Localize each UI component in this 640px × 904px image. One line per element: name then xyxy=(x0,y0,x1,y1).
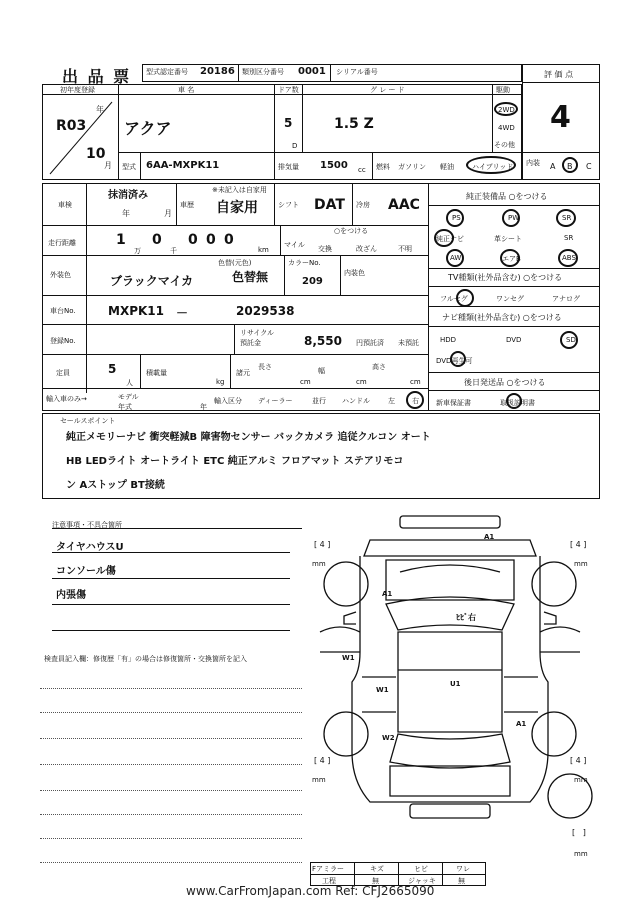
year-unit: 年 xyxy=(96,105,104,114)
color-change-value: 色替無 xyxy=(232,270,269,284)
use-note: ※未記入は自家用 xyxy=(212,186,267,194)
equip-pw: PW xyxy=(508,214,520,222)
fuel-gasoline: ガソリン xyxy=(398,163,426,171)
tv-fullseg: フルセグ xyxy=(440,295,468,303)
inspector-label: 検査員記入欄：修復歴「有」の場合は修復箇所・交換箇所を記入 xyxy=(44,655,247,663)
handle-right-circle xyxy=(406,391,424,409)
model-cert-value: 20186 xyxy=(200,66,235,77)
equip-ps: PS xyxy=(452,214,461,222)
dims-label: 諸元 xyxy=(236,369,250,377)
color-change-label: 色替(元色) xyxy=(218,259,252,267)
drive-4wd: 4WD xyxy=(498,124,515,132)
cc-unit: cc xyxy=(358,166,366,174)
mileage-label: 走行距離 xyxy=(48,239,76,247)
use-label: 車歴 xyxy=(180,201,194,209)
sales-points-line: 純正メモリーナビ 衝突軽減B 障害物センサー バックカメラ 追従クルコン オート xyxy=(66,432,431,443)
load-label: 積載量 xyxy=(146,369,167,377)
drive-2wd-circle xyxy=(494,102,518,116)
score-value: 4 xyxy=(550,100,571,135)
tire-rl-mm: mm xyxy=(312,776,326,784)
tv-analog: アナログ xyxy=(552,295,580,303)
legend-cell: 無 xyxy=(372,877,379,885)
exterior-value: ブラックマイカ xyxy=(110,274,194,288)
drive-label: 駆動 xyxy=(496,86,510,94)
note-item: コンソール傷 xyxy=(56,566,116,577)
notes-label: 注意事項・不具合箇所 xyxy=(52,521,122,529)
chassis-dash: － xyxy=(176,306,189,320)
car-name-label: 車 名 xyxy=(178,86,195,94)
use-value: 自家用 xyxy=(216,200,258,216)
tv-oneseg: ワンセグ xyxy=(496,295,524,303)
first-reg-label: 初年度登録 xyxy=(60,86,95,94)
model-label: 型式 xyxy=(122,163,136,171)
color-no-label: カラーNo. xyxy=(288,259,321,267)
damage-mark: W1 xyxy=(376,686,389,694)
equip-aw-circle xyxy=(446,249,464,267)
navi-dvd-play-circle xyxy=(450,351,466,367)
after-ship-label: 後日発送品 ○をつける xyxy=(464,378,546,387)
interior-color-label: 内装色 xyxy=(344,269,365,277)
door-unit: D xyxy=(292,142,298,150)
after-manual-circle xyxy=(506,393,522,409)
first-reg-year: R03 xyxy=(56,118,87,134)
capacity-label: 定員 xyxy=(56,369,70,377)
displacement-value: 1500 xyxy=(320,160,348,171)
mileage-km: km xyxy=(258,246,269,254)
import-type-label: 輸入区分 xyxy=(214,397,242,405)
tire-depth-fl: [ 4 ] xyxy=(314,540,331,549)
fuel-diesel: 軽油 xyxy=(440,163,454,171)
legend-cell: ジャッキ xyxy=(408,877,436,885)
car-name-value: アクア xyxy=(124,119,172,138)
drive-other: その他 xyxy=(494,141,515,149)
import-only-label: 輸入車のみ→ xyxy=(46,395,87,403)
legend-header: Fアミラー xyxy=(312,865,345,873)
equip-aw: AW xyxy=(450,254,462,262)
inspection-value: 抹消済み xyxy=(108,190,148,201)
handle-label: ハンドル xyxy=(342,397,370,405)
mileage-circle-note: ○をつける xyxy=(334,227,369,235)
exterior-label: 外装色 xyxy=(50,271,71,279)
interior-c: C xyxy=(586,162,592,171)
navi-sd: SD xyxy=(566,336,576,344)
footer-watermark: www.CarFromJapan.com Ref: CFJ2665090 xyxy=(186,884,435,898)
import-parallel: 並行 xyxy=(312,397,326,405)
tire-rr-mm: mm xyxy=(574,776,588,784)
mileage-digit: 0 xyxy=(152,232,162,248)
legend-cell: 無 xyxy=(458,877,465,885)
damage-mark: U1 xyxy=(450,680,461,688)
interior-a: A xyxy=(550,162,556,171)
equip-ps-circle xyxy=(446,209,464,227)
sales-points-line: HB LEDライト オートライト ETC 純正アルミ フロアマット ステアリモコ xyxy=(66,456,404,467)
width-label: 幅 xyxy=(318,367,325,375)
car-diagram xyxy=(300,512,600,832)
equip-sr-2: SR xyxy=(564,234,574,242)
handle-right: 右 xyxy=(412,397,419,405)
fuel-hybrid-circle xyxy=(466,156,516,174)
fuel-label: 燃料 xyxy=(376,163,390,171)
equip-genuine-navi-circle xyxy=(434,229,454,247)
equip-leather-seat: 革シート xyxy=(494,235,522,243)
displacement-label: 排気量 xyxy=(278,163,299,171)
legend-header: ヒビ xyxy=(414,865,428,873)
capacity-value: 5 xyxy=(108,362,117,376)
mileage-digit: 0 xyxy=(224,232,234,248)
width-cm: cm xyxy=(356,378,367,386)
mileage-digit: 1 xyxy=(116,232,126,248)
equip-airbag-circle xyxy=(500,249,520,267)
damage-mark: W2 xyxy=(382,734,395,742)
tire-depth-rl: [ 4 ] xyxy=(314,756,331,765)
interior-b-circle xyxy=(562,157,578,173)
shift-label: シフト xyxy=(278,201,299,209)
chassis-label: 車台No. xyxy=(50,307,76,315)
doors-label: ドア数 xyxy=(278,86,299,94)
recycle-label: リサイクル預託金 xyxy=(240,329,275,347)
unknown-label: 不明 xyxy=(398,245,412,253)
drive-2wd: 2WD xyxy=(498,106,515,114)
damage-mark: A1 xyxy=(516,720,527,728)
mileage-sen: 千 xyxy=(170,247,177,255)
legend-header: キズ xyxy=(370,865,384,873)
length-label: 長さ xyxy=(258,363,272,371)
shift-value: DAT xyxy=(314,197,345,213)
tire-fr-mm: mm xyxy=(574,560,588,568)
interior-b: B xyxy=(567,162,573,171)
grade-value: 1.5 Z xyxy=(334,116,374,132)
model-year-unit: 年 xyxy=(200,403,207,411)
recycle-unit: 円預託済 xyxy=(356,339,384,347)
tv-fullseg-circle xyxy=(456,289,474,307)
mileage-man: 万 xyxy=(134,247,141,255)
tire-depth-spare: [ ] xyxy=(572,828,586,837)
capacity-unit: 人 xyxy=(126,379,133,387)
equip-genuine-navi: 純正ナビ xyxy=(436,235,464,243)
sales-points-label: セールスポイント xyxy=(60,417,116,425)
tire-depth-rr: [ 4 ] xyxy=(570,756,587,765)
height-label: 高さ xyxy=(372,363,386,371)
form-title: 出 品 票 xyxy=(62,67,132,86)
navi-dvd: DVD xyxy=(506,336,522,344)
genuine-equipment-label: 純正装備品 ○をつける xyxy=(466,192,548,201)
doors-value: 5 xyxy=(284,116,293,130)
navi-type-label: ナビ種類(社外品含む) ○をつける xyxy=(442,313,562,322)
serial-label: シリアル番号 xyxy=(336,68,378,76)
color-no-value: 209 xyxy=(302,276,323,287)
load-kg: kg xyxy=(216,378,225,386)
header-id-box xyxy=(142,64,522,82)
model-year-label: モデル年式 xyxy=(118,393,139,411)
after-manual: 取扱説明書 xyxy=(500,399,535,407)
damage-mark: ﾋﾋﾞ右 xyxy=(456,613,476,622)
equip-abs-circle xyxy=(558,249,578,267)
tire-fl-mm: mm xyxy=(312,560,326,568)
damage-mark: W1 xyxy=(342,654,355,662)
chassis-number: 2029538 xyxy=(236,304,295,318)
fuel-hybrid: ハイブリッド xyxy=(472,163,514,171)
note-item: タイヤハウスU xyxy=(56,542,124,553)
after-warranty: 新車保証書 xyxy=(436,399,471,407)
length-cm: cm xyxy=(300,378,311,386)
inspection-year-unit: 年 xyxy=(122,209,130,218)
tire-depth-fr: [ 4 ] xyxy=(570,540,587,549)
recycle-unpaid: 未預託 xyxy=(398,339,419,347)
ac-label: 冷房 xyxy=(356,201,370,209)
equip-abs: ABS xyxy=(562,254,576,262)
damage-mark: A1 xyxy=(484,533,495,541)
ac-value: AAC xyxy=(388,197,420,213)
first-reg-month: 10 xyxy=(86,146,106,162)
score-label: 評 価 点 xyxy=(544,70,574,79)
damage-mark: A1 xyxy=(382,590,393,598)
swap-label: 交換 xyxy=(318,245,332,253)
navi-sd-circle xyxy=(560,331,578,349)
navi-dvd-play: DVD再生可 xyxy=(436,357,473,365)
tamper-label: 改ざん xyxy=(356,245,377,253)
height-cm: cm xyxy=(410,378,421,386)
navi-hdd: HDD xyxy=(440,336,457,344)
recycle-value: 8,550 xyxy=(304,334,342,348)
inspection-label: 車検 xyxy=(58,201,72,209)
model-cert-label: 型式認定番号 xyxy=(146,68,188,76)
category-value: 0001 xyxy=(298,66,326,77)
legend-header: ワレ xyxy=(456,865,470,873)
category-label: 類別区分番号 xyxy=(242,68,284,76)
import-dealer: ディーラー xyxy=(258,397,293,405)
legend-cell: 工程 xyxy=(322,877,336,885)
chassis-model: MXPK11 xyxy=(108,304,164,318)
equip-airbag: エアB xyxy=(502,255,521,263)
mileage-digit: 0 xyxy=(188,232,198,248)
inspection-month-unit: 月 xyxy=(164,209,172,218)
tv-type-label: TV種類(社外品含む) ○をつける xyxy=(448,273,563,282)
interior-grade-label: 内装 xyxy=(526,159,540,167)
tire-spare-mm: mm xyxy=(574,850,588,858)
reg-no-label: 登録No. xyxy=(50,337,76,345)
sales-points-line: ン Aストップ BT接続 xyxy=(66,480,165,491)
mileage-digit: 0 xyxy=(206,232,216,248)
model-value: 6AA-MXPK11 xyxy=(146,160,220,171)
mile-label: マイル xyxy=(284,241,305,249)
grade-label: グ レ ー ド xyxy=(370,86,405,94)
equip-pw-circle xyxy=(502,209,520,227)
month-unit: 月 xyxy=(104,161,112,170)
equip-sr: SR xyxy=(562,214,572,222)
equip-sr-circle xyxy=(556,209,576,227)
note-item: 内張傷 xyxy=(56,590,86,601)
handle-left: 左 xyxy=(388,397,395,405)
